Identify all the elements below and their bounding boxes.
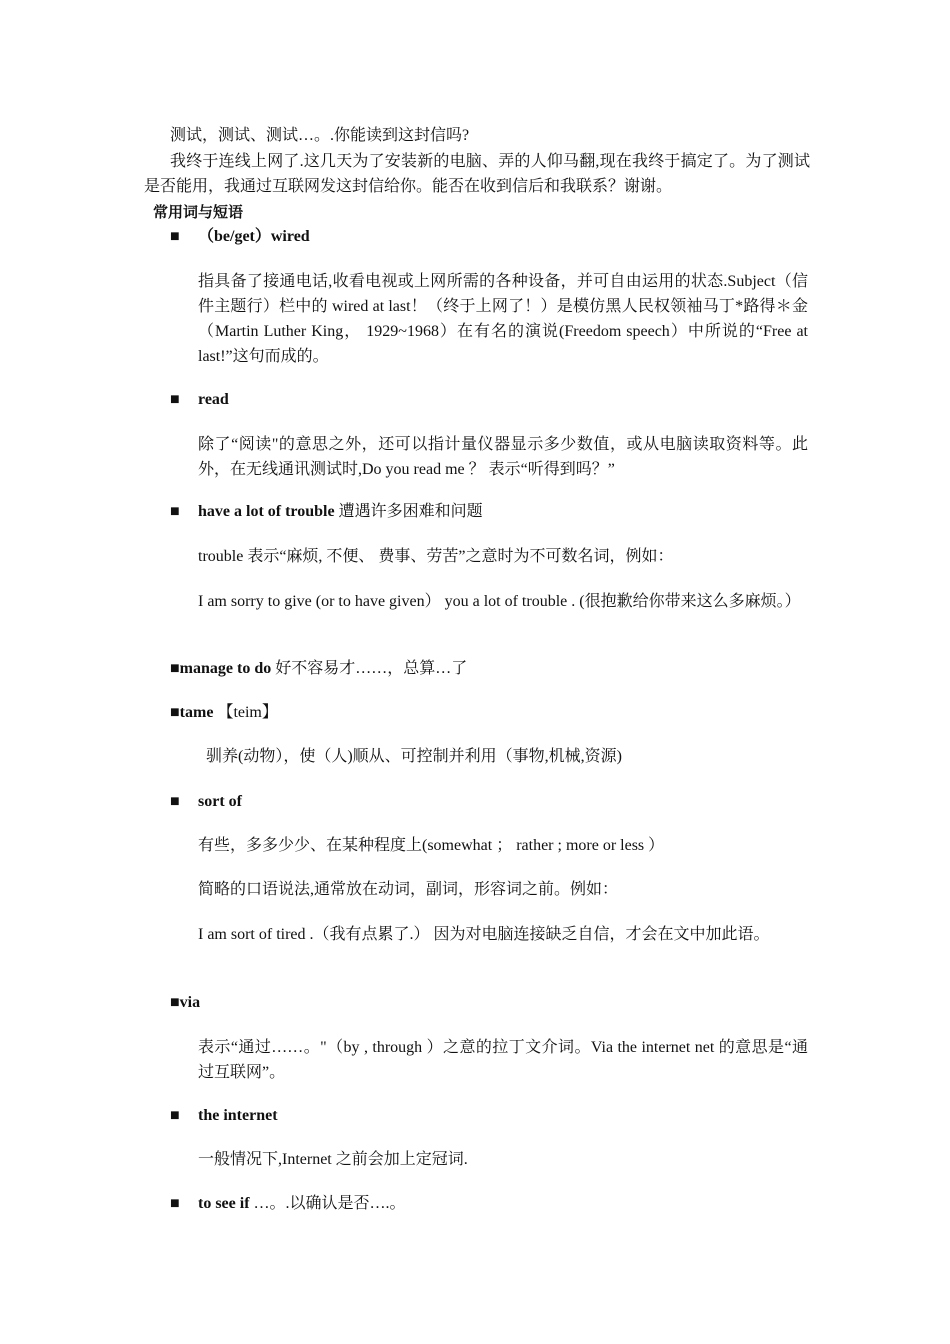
- bullet-square-icon: ■: [170, 793, 180, 810]
- entry-desc-tame: 驯养(动物），使（人)顺从、可控制并利用（事物,机械,资源): [206, 748, 622, 765]
- entry-desc2-sortof: 简略的口语说法,通常放在动词，副词，形容词之前。例如：: [198, 881, 619, 898]
- entry-heading-tame: [170, 701, 278, 725]
- bullet-square-icon: ■: [170, 391, 180, 408]
- bullet-square-icon: ■: [170, 228, 180, 245]
- entry-example-sortof: I am sort of tired .（我有点累了.） 因为对电脑连接缺乏自信，才会在文中加此语。: [198, 926, 770, 943]
- entry-desc-internet: 一般情况下,Internet 之前会加上定冠词.: [198, 1151, 468, 1168]
- entry-heading-manage: [170, 657, 467, 681]
- bullet-square-icon: ■: [170, 1195, 180, 1212]
- entry-term: via: [179, 994, 201, 1011]
- entry-desc-via: 表示“通过……。"（by , through ）之意的拉丁文介词。Via the internet net 的意思是“通过互联网”。: [198, 1039, 808, 1081]
- entry-gloss: 遭遇许多困难和问题: [338, 503, 483, 520]
- entry-heading-toseeif: [170, 1192, 406, 1216]
- entry-desc-read: 除了“阅读"的意思之外，还可以指计量仪器显示多少数值，或从电脑读取资料等。此外，在无线通讯测试时,Do you read me ？ 表示“听得到吗？”: [198, 436, 808, 478]
- section-title: 常用词与短语: [153, 203, 244, 221]
- bullet-square-icon: ■: [170, 503, 180, 520]
- entry-term: have a lot of trouble: [198, 503, 335, 520]
- entry-term: sort of: [198, 793, 242, 810]
- entry-phonetic: 【teim】: [217, 704, 278, 721]
- entry-heading-trouble: [170, 500, 483, 524]
- entry-gloss: …。.以确认是否….。: [253, 1195, 406, 1212]
- bullet-square-icon: ■: [170, 1107, 180, 1124]
- entry-heading-sortof: [170, 790, 242, 814]
- entry-desc-wired: 指具备了接通电话,收看电视或上网所需的各种设备，并可自由运用的状态.Subject（信件主题行）栏中的 wired at last！（终于上网了！）是模仿黑人民权领袖马丁*路得＊金（Martin Luther King， 1929~1968）在有名的演说(Freedom speech）中所说的“Free at last!”这句而成的。: [198, 273, 808, 365]
- bullet-square-icon: ■: [170, 994, 180, 1011]
- entry-heading-via: [170, 991, 200, 1015]
- entry-term: to see if: [198, 1195, 250, 1212]
- entry-example-trouble: I am sorry to give (or to have given） you a lot of trouble . (很抱歉给你带来这么多麻烦。）: [198, 593, 801, 610]
- bullet-square-icon: ■: [170, 704, 180, 721]
- entry-term: read: [198, 391, 229, 408]
- entry-heading-read: [170, 388, 229, 412]
- entry-term: （be/get）wired: [198, 228, 310, 245]
- entry-term: tame: [179, 704, 214, 721]
- intro-line-1: 测试，测试、测试…。.你能读到这封信吗?: [170, 127, 470, 144]
- intro-paragraph: 我终于连线上网了.这几天为了安装新的电脑、弄的人仰马翻,现在我终于搞定了。为了测试是否能用，我通过互联网发这封信给你。能否在收到信后和我联系？谢谢。: [144, 153, 810, 195]
- entry-heading-wired: [170, 225, 310, 249]
- entry-term: manage to do: [179, 660, 272, 677]
- entry-heading-internet: [170, 1104, 278, 1128]
- entry-gloss: 好不容易才……，总算…了: [275, 660, 468, 677]
- entry-desc-sortof: 有些，多多少少、在某种程度上(somewhat ； rather ; more or less ）: [198, 837, 665, 854]
- entry-term: the internet: [198, 1107, 278, 1124]
- bullet-square-icon: ■: [170, 660, 180, 677]
- entry-desc-trouble: trouble 表示“麻烦, 不便、 费事、劳苦”之意时为不可数名词，例如：: [198, 548, 674, 565]
